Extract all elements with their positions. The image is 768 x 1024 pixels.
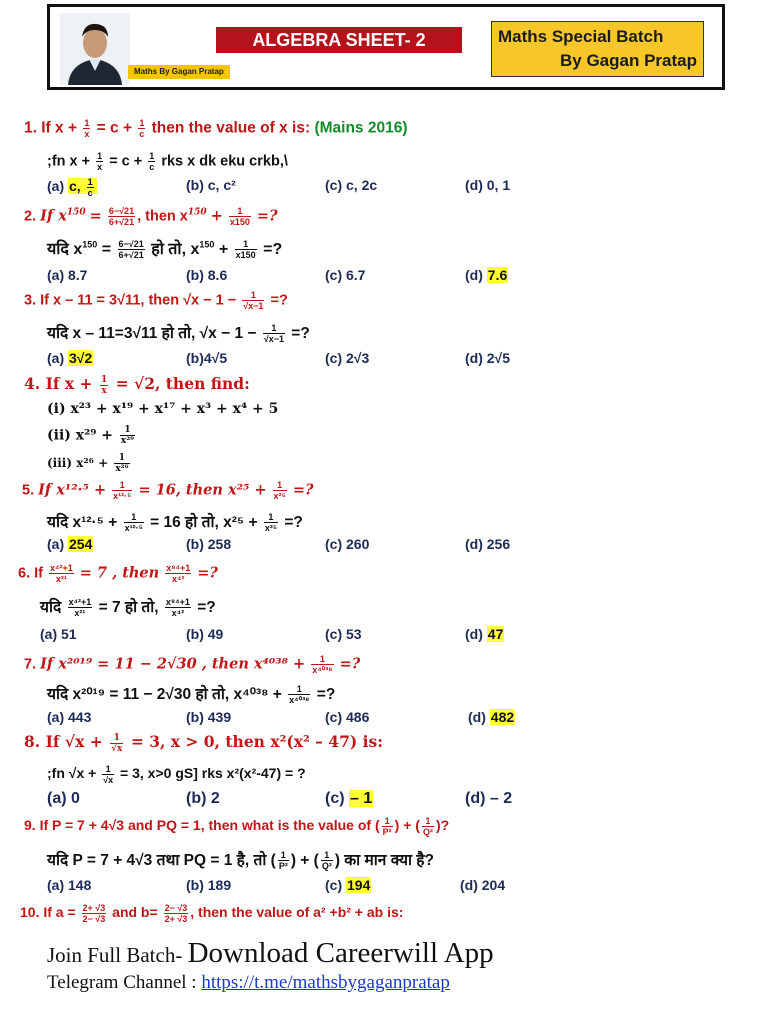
hindi-text: यदि [40, 599, 62, 616]
question-number: 3. [24, 292, 37, 309]
question-3-hindi: यदि x – 11=3√11 हो तो, √x − 1 − $\frac{1}{√x-1}$ =? [47, 323, 310, 345]
option-b: (b) 439 [186, 709, 232, 725]
answer-highlight: 7.6 [487, 267, 508, 283]
fraction: $\frac{1}{\text{x⁴⁰³⁸}}$ [312, 654, 333, 675]
fraction: $\frac{1}{c}$ [149, 151, 155, 172]
question-7-hindi: यदि x²⁰¹⁹ = 11 − 2√30 हो तो, x⁴⁰³⁸ + $\frac{1}{\text{x⁴⁰³⁸}}$ =? [47, 684, 336, 706]
hindi-text: यदि x [47, 241, 83, 258]
q2-text: If x [40, 207, 67, 225]
option-a: (a) 8.7 [47, 267, 88, 283]
option-c: (c) 486 [325, 709, 370, 725]
question-number: 1. [24, 119, 37, 137]
option-b: (b) 49 [186, 626, 224, 642]
option-c: (c) 260 [325, 536, 370, 552]
q4-part-i: (i) x²³ + x¹⁹ + x¹⁷ + x³ + x⁴ + 5 [47, 401, 279, 417]
question-6-hindi: यदि $\frac{\text{x⁴²+1}}{\text{x²¹}}$ = 7 हो तो, $\frac{\text{x⁸⁴+1}}{\text{x⁴²}}$ =? [40, 597, 216, 619]
hindi-text: यदि x¹²·⁵ + [47, 514, 118, 531]
option-a: (a) 254 [47, 536, 93, 552]
promo-app-text: Download Careerwill App [187, 937, 494, 969]
question-4: 4. If x + $\frac{1}{x}$ = √2, then find: [24, 374, 250, 396]
option-c: (c) 2√3 [325, 350, 370, 366]
promo-text: Join Full Batch- [47, 943, 183, 967]
fraction: $\frac{1}{√x-1}$ [243, 290, 264, 311]
option-d: (d) 0, 1 [465, 177, 511, 193]
question-9: 9. If P = 7 + 4√3 and PQ = 1, then what is the value of ( $\frac{1}{\text{P²}}$ ) + ( $\frac{1}{\text{Q²}}$ )? [24, 816, 450, 837]
option-b: (b) 189 [186, 877, 232, 893]
fraction: $\frac{\text{x⁴²+1}}{\text{x²¹}}$ [68, 597, 92, 619]
option-a: (a) 148 [47, 877, 92, 893]
telegram-line [47, 972, 450, 994]
fraction: $\frac{\text{x⁸⁴+1}}{\text{x⁴²}}$ [166, 563, 191, 584]
batch-title: Maths Special Batch [498, 27, 664, 46]
fraction: $\frac{2- √3}{2+ √3}$ [164, 903, 188, 924]
fraction: $\frac{1}{√x}$ [111, 732, 123, 754]
q1-text-a: If x + [41, 119, 78, 137]
option-c: (c) c, 2c [325, 177, 378, 193]
fraction: $\frac{1}{\text{x²⁶}}$ [115, 453, 129, 474]
answer-highlight: 3√2 [69, 350, 93, 366]
hindi-text: rks x dk eku crkb,\ [161, 153, 288, 170]
fraction: $\frac{1}{x150}$ [235, 239, 256, 261]
option-d: (d) 47 [465, 626, 504, 642]
q4-part-iii: (iii) x²⁶ + $\frac{1}{\text{x²⁶}}$ [47, 453, 129, 474]
hindi-text: ;fn √x + [47, 765, 97, 782]
q8-text: If √x + [45, 732, 103, 751]
fraction: $\frac{1}{\text{x⁴⁰³⁸}}$ [289, 684, 310, 706]
promo-line [47, 937, 494, 970]
q1-text-c: then the value of x is: [151, 119, 311, 137]
author-tag: Maths By Gagan Pratap [128, 65, 230, 79]
fraction: $\frac{1}{c}$ [139, 118, 145, 139]
question-number: 2. [24, 208, 37, 225]
fraction: $\frac{1}{x}$ [84, 118, 90, 139]
answer-highlight: c, $\frac{1}{c}$ [68, 178, 97, 194]
fraction: $\frac{1}{√x-1}$ [263, 323, 284, 345]
option-c: (c) – 1 [325, 790, 373, 807]
hindi-text: यदि P = 7 + 4√3 तथा PQ = 1 है, तो [47, 852, 267, 869]
hindi-text: यदि x – 11=3√11 हो तो, √x − 1 − [47, 325, 257, 342]
q3-text: If x – 11 = 3√11, then √x − 1 − [40, 292, 237, 309]
answer-highlight: – 1 [350, 790, 373, 807]
option-c: (c) 194 [325, 877, 371, 893]
option-b: (b) c, c² [186, 177, 236, 193]
hindi-text: यदि x²⁰¹⁹ = 11 − 2√30 हो तो, x⁴⁰³⁸ + [47, 686, 282, 703]
fraction: $\frac{1}{x}$ [97, 151, 103, 172]
question-8-hindi: ;fn √x + $\frac{1}{√x}$ = 3, x>0 gS] rks x²(x²-47) = ? [47, 764, 306, 785]
option-a: (a) 443 [47, 709, 92, 725]
fraction: $\frac{\text{x⁴²+1}}{\text{x²¹}}$ [50, 563, 73, 584]
q5-text: If x¹²·⁵ + [38, 481, 107, 499]
fraction: $\frac{1}{x150}$ [229, 206, 250, 227]
option-a: (a) 51 [40, 626, 77, 642]
telegram-label: Telegram Channel : [47, 972, 197, 993]
fraction: $\frac{6-√21}{6+√21}$ [118, 239, 144, 261]
option-d: (d) 482 [468, 709, 515, 725]
answer-highlight: 194 [347, 877, 371, 893]
fraction: $\frac{1}{\text{x²⁵}}$ [273, 480, 286, 501]
option-a: (a) c, $\frac{1}{c}$ [47, 177, 97, 198]
option-a: (a) 3√2 [47, 350, 93, 366]
question-number: 7. [24, 656, 37, 673]
fraction: $\frac{1}{\text{x²⁵}}$ [264, 512, 278, 534]
hindi-text: = c + [109, 153, 143, 170]
option-d: (d) 7.6 [465, 267, 508, 283]
fraction: $\frac{1}{x}$ [100, 374, 108, 396]
question-number: 10. [20, 904, 40, 921]
fraction: $\frac{6-√21}{6+√21}$ [108, 206, 135, 227]
q6-text: = 7 , then [79, 564, 160, 582]
question-3: 3. If x – 11 = 3√11, then √x − 1 − $\frac{1}{√x-1}$ =? [24, 290, 288, 311]
fraction: $\frac{1}{\text{P²}}$ [278, 850, 288, 872]
option-d: (d) 256 [465, 536, 511, 552]
question-7: 7. If x²⁰¹⁹ = 11 − 2√30 , then x⁴⁰³⁸ + $\frac{1}{\text{x⁴⁰³⁸}}$ =? [24, 654, 361, 675]
fraction: $\frac{2+ √3}{2- √3}$ [82, 903, 106, 924]
question-2-hindi: यदि $x^{150}$ = $\frac{6-√21}{6+√21}$ हो तो, $x^{150}$ + $\frac{1}{x150}$ =? [47, 239, 283, 261]
option-c: (c) 53 [325, 626, 362, 642]
option-b: (b) 258 [186, 536, 232, 552]
question-5: 5. If x¹²·⁵ + $\frac{1}{\text{x¹²·⁵}}$ = 16, then x²⁵ + $\frac{1}{\text{x²⁵}}$ =? [22, 480, 314, 501]
hindi-text: ;fn x + [47, 153, 91, 170]
fraction: $\frac{1}{\text{x¹²·⁵}}$ [113, 480, 132, 501]
q10-text: If a = [43, 904, 76, 921]
fraction: $\frac{1}{\text{x²⁹}}$ [120, 425, 135, 446]
fraction: $\frac{1}{√x}$ [103, 764, 114, 785]
question-number: 9. [24, 817, 36, 834]
q9-text: If P = 7 + 4√3 and PQ = 1, then what is the value of [39, 817, 372, 834]
option-b: (b)4√5 [186, 350, 228, 366]
question-1-hindi [47, 151, 288, 172]
question-number: 8. [24, 732, 41, 751]
question-1 [24, 118, 407, 139]
q7-text: If x²⁰¹⁹ = 11 − 2√30 , then x⁴⁰³⁸ + [40, 655, 306, 673]
q1-text-b: = c + [96, 119, 132, 137]
q4-text: If x + [45, 374, 93, 393]
batch-author: By Gagan Pratap [560, 51, 697, 70]
question-9-hindi: यदि P = 7 + 4√3 तथा PQ = 1 है, तो ( $\frac{1}{\text{P²}}$ ) + ( $\frac{1}{\text{Q²}}$ ) का मान क्या है? [47, 850, 435, 872]
question-number: 4. [24, 374, 41, 393]
question-number: 6. [18, 565, 31, 582]
fraction: $\frac{1}{\text{Q²}}$ [422, 816, 433, 837]
sheet-title: ALGEBRA SHEET- 2 [216, 27, 462, 53]
option-d: (d) – 2 [465, 790, 513, 807]
option-c: (c) 6.7 [325, 267, 366, 283]
fraction: $\frac{1}{\text{P²}}$ [382, 816, 392, 837]
question-6: 6. If $\frac{\text{x⁴²+1}}{\text{x²¹}}$ = 7 , then $\frac{\text{x⁸⁴+1}}{\text{x⁴²}}$ =? [18, 563, 218, 584]
option-b: (b) 8.6 [186, 267, 228, 283]
q4-part-ii: (ii) x²⁹ + $\frac{1}{\text{x²⁹}}$ [47, 425, 135, 446]
option-a: (a) 0 [47, 790, 80, 807]
answer-highlight: 254 [69, 536, 93, 552]
question-2: 2. If $x^{150}$ = $\frac{6-√21}{6+√21}$ , then $x^{150}$ + $\frac{1}{x150}$ =? [24, 206, 278, 227]
question-5-hindi: यदि x¹²·⁵ + $\frac{1}{\text{x¹²·⁵}}$ = 16 हो तो, x²⁵ + $\frac{1}{\text{x²⁵}}$ =? [47, 512, 303, 534]
question-10: 10. If a = $\frac{2+ √3}{2- √3}$ and b= $\frac{2- √3}{2+ √3}$ , then the value of a² +b² + ab is: [20, 903, 404, 924]
answer-highlight: 482 [490, 709, 515, 725]
option-b: (b) 2 [186, 790, 220, 807]
option-d: (d) 2√5 [465, 350, 511, 366]
question-number: 5. [22, 482, 35, 499]
question-8: 8. If √x + $\frac{1}{√x}$ = 3, x > 0, then x²(x² – 47) is: [24, 732, 383, 754]
exam-source: (Mains 2016) [314, 119, 408, 137]
answer-highlight: 47 [487, 626, 504, 642]
fraction: $\frac{\text{x⁸⁴+1}}{\text{x⁴²}}$ [165, 597, 190, 619]
fraction: $\frac{1}{\text{Q²}}$ [321, 850, 332, 872]
option-d: (d) 204 [460, 877, 506, 893]
telegram-link[interactable]: https://t.me/mathsbygaganpratap [201, 972, 450, 993]
fraction: $\frac{1}{\text{x¹²·⁵}}$ [124, 512, 143, 534]
